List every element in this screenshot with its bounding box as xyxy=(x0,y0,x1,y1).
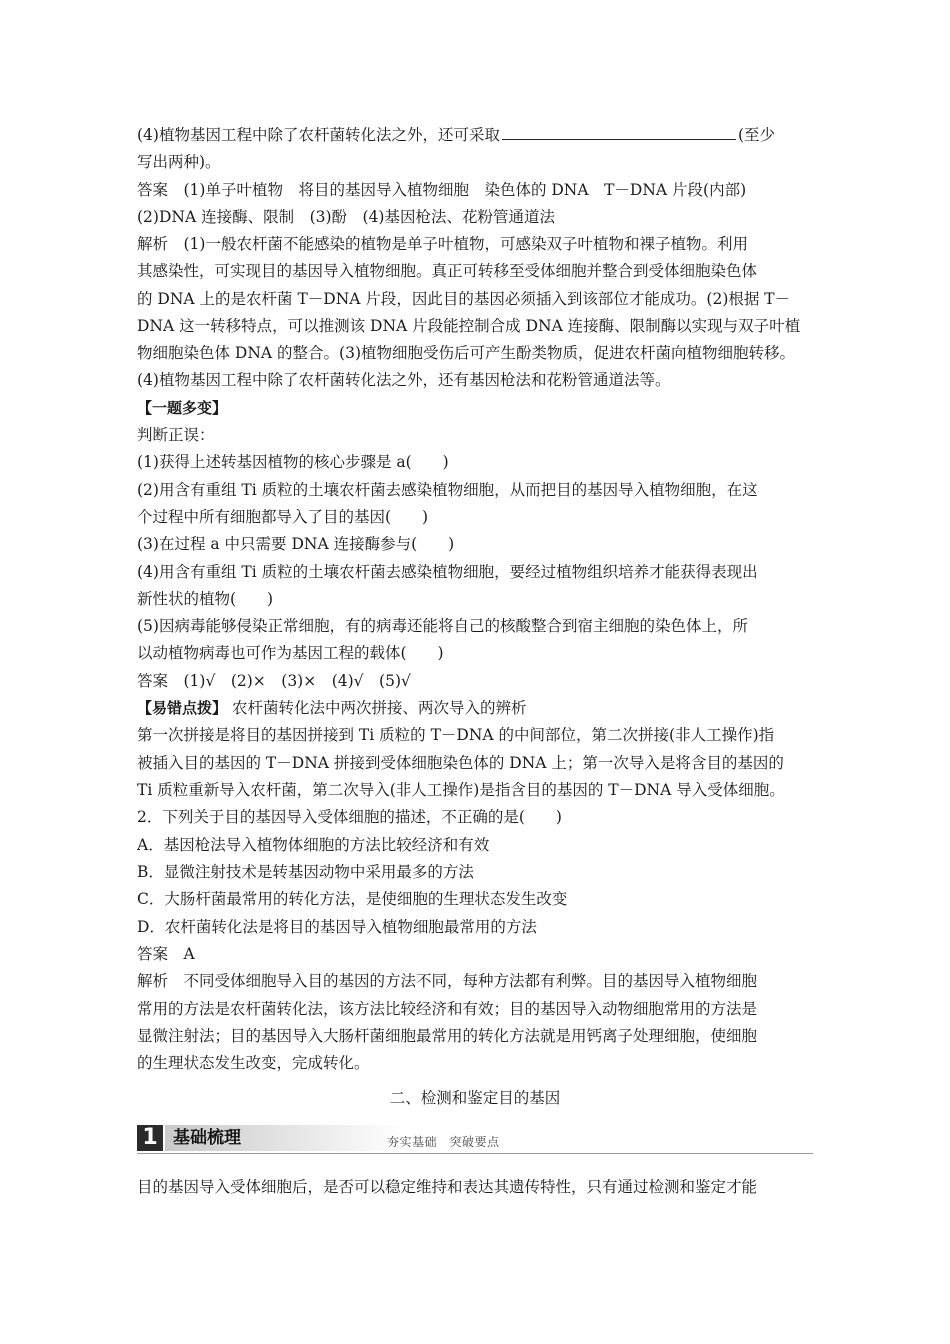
judgment-item: (3)在过程 a 中只需要 DNA 连接酶参与( ) xyxy=(137,535,455,553)
option-d: D．农杆菌转化法是将目的基因导入植物细胞最常用的方法 xyxy=(137,918,537,936)
variant-answer: 答案 (1)√ (2)× (3)× (4)√ (5)√ xyxy=(137,672,411,690)
judgment-item: (5)因病毒能够侵染正常细胞，有的病毒还能将自己的核酸整合到宿主细胞的染色体上，所 xyxy=(137,617,748,635)
analysis-line: DNA 这一转移特点，可以推测该 DNA 片段能控制合成 DNA 连接酶、限制酶以实现与双子叶植 xyxy=(137,317,801,335)
question-text: (至少 xyxy=(737,126,776,144)
question-line xyxy=(137,124,827,146)
judgment-item: 以动植物病毒也可作为基因工程的载体( ) xyxy=(137,644,444,662)
answer-blank xyxy=(502,125,736,140)
judgment-item: (1)获得上述转基因植物的核心步骤是 a( ) xyxy=(137,453,449,471)
analysis-line: 解析 不同受体细胞导入目的基因的方法不同，每种方法都有利弊。目的基因导入植物细胞 xyxy=(137,972,758,990)
tip-heading: 【易错点拨】 xyxy=(137,699,228,717)
analysis-line: (4)植物基因工程中除了农杆菌转化法之外，还有基因枪法和花粉管通道法等。 xyxy=(137,371,671,389)
judgment-item: (2)用含有重组 Ti 质粒的土壤农杆菌去感染植物细胞，从而把目的基因导入植物细胞，在这 xyxy=(137,481,758,499)
answer-line: (2)DNA 连接酶、限制 (3)酚 (4)基因枪法、花粉管通道法 xyxy=(137,208,555,226)
banner-rule xyxy=(137,1153,813,1154)
option-a: A．基因枪法导入植物体细胞的方法比较经济和有效 xyxy=(137,836,490,854)
analysis-line: 的生理状态发生改变，完成转化。 xyxy=(137,1054,370,1072)
analysis-line: 显微注射法；目的基因导入大肠杆菌细胞最常用的转化方法就是用钙离子处理细胞，使细胞 xyxy=(137,1027,758,1045)
judgment-item: (4)用含有重组 Ti 质粒的土壤农杆菌去感染植物细胞，要经过植物组织培养才能获得表现出 xyxy=(137,563,758,581)
section-heading: 二、检测和鉴定目的基因 xyxy=(389,1089,561,1107)
banner-subtitle: 夯实基础 突破要点 xyxy=(387,1135,500,1149)
section-banner xyxy=(137,1123,813,1155)
tip-line: 被插入目的基因的 T－DNA 拼接到受体细胞染色体的 DNA 上；第一次导入是将含目的基因的 xyxy=(137,754,784,772)
analysis-line: 的 DNA 上的是农杆菌 T－DNA 片段，因此目的基因必须插入到该部位才能成功。(2)根据 T－ xyxy=(137,290,791,308)
answer-line: 答案 A xyxy=(137,945,195,963)
question-stem: 2．下列关于目的基因导入受体细胞的描述，不正确的是( ) xyxy=(137,808,562,826)
banner-number: 1 xyxy=(137,1125,163,1151)
option-b: B．显微注射技术是转基因动物中采用最多的方法 xyxy=(137,863,474,881)
answer-line: 答案 (1)单子叶植物 将目的基因导入植物细胞 染色体的 DNA T－DNA 片段(内部) xyxy=(137,181,747,199)
variant-intro: 判断正误： xyxy=(137,426,215,444)
analysis-line: 物细胞染色体 DNA 的整合。(3)植物细胞受伤后可产生酚类物质，促进农杆菌向植物细胞转移。 xyxy=(137,344,795,362)
question-text: (4)植物基因工程中除了农杆菌转化法之外，还可采取 xyxy=(137,126,500,144)
analysis-line: 常用的方法是农杆菌转化法，该方法比较经济和有效；目的基因导入动物细胞常用的方法是 xyxy=(137,1000,758,1018)
judgment-item: 个过程中所有细胞都导入了目的基因( ) xyxy=(137,508,429,526)
tip-line: 第一次拼接是将目的基因拼接到 Ti 质粒的 T－DNA 的中间部位，第二次拼接(非人工操作)指 xyxy=(137,726,775,744)
option-c: C．大肠杆菌最常用的转化方法，是使细胞的生理状态发生改变 xyxy=(137,890,568,908)
variant-heading: 【一题多变】 xyxy=(137,399,228,417)
judgment-item: 新性状的植物( ) xyxy=(137,590,274,608)
body-line: 目的基因导入受体细胞后，是否可以稳定维持和表达其遗传特性，只有通过检测和鉴定才能 xyxy=(137,1178,758,1196)
analysis-line: 其感染性，可实现目的基因导入植物细胞。真正可转移至受体细胞并整合到受体细胞染色体 xyxy=(137,262,758,280)
question-line: 写出两种)。 xyxy=(137,153,221,171)
tip-title: 农杆菌转化法中两次拼接、两次导入的辨析 xyxy=(231,699,527,717)
analysis-line: 解析 (1)一般农杆菌不能感染的植物是单子叶植物，可感染双子叶植物和裸子植物。利用 xyxy=(137,235,748,253)
banner-title: 基础梳理 xyxy=(165,1125,403,1151)
tip-line: Ti 质粒重新导入农杆菌，第二次导入(非人工操作)是指含目的基因的 T－DNA 导入受体细胞。 xyxy=(137,781,785,799)
tip-heading-line xyxy=(137,697,827,719)
